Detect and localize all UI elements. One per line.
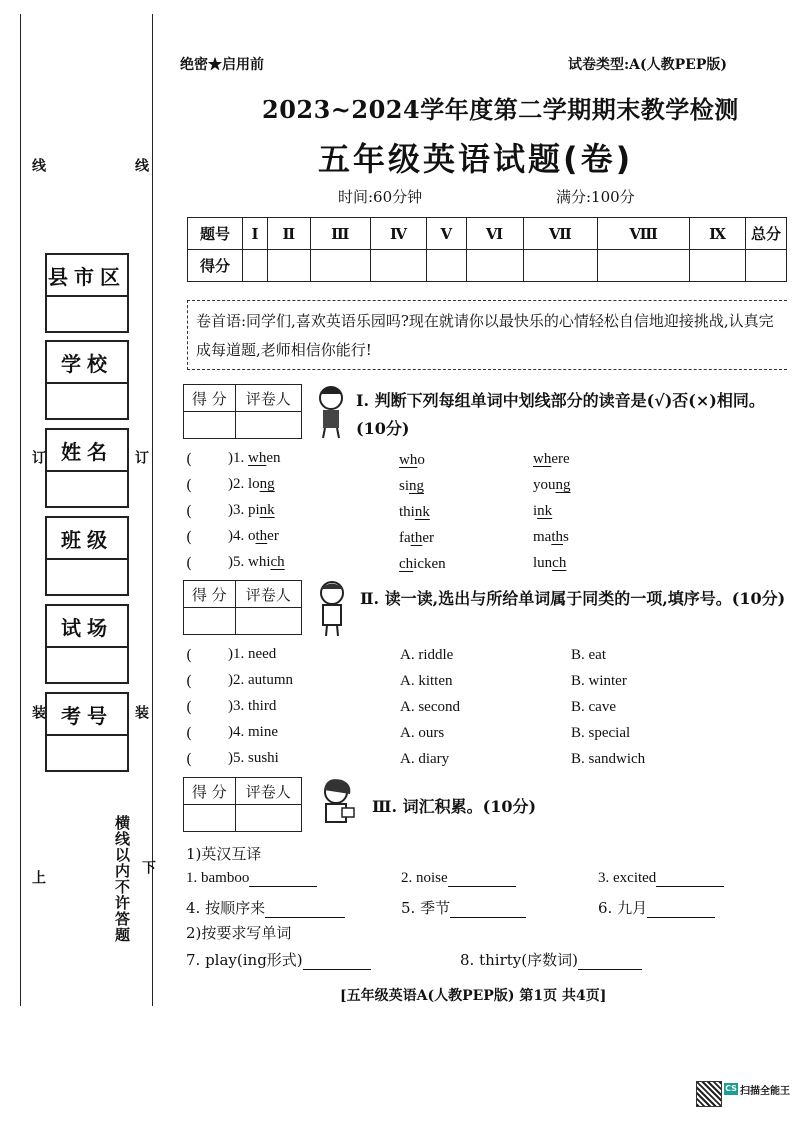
answer-blank[interactable] [656,870,724,887]
field-name-label: 姓名 [47,430,127,472]
score-cell[interactable] [598,250,690,282]
field-exam-number[interactable] [45,692,129,772]
s3-q1-label: 1. bamboo [186,870,250,886]
s2-q1[interactable]: )1. need [228,646,277,662]
wu: nk [414,504,430,520]
score-col-5: Ⅴ [427,218,466,250]
field-exam-number-label: 考号 [47,694,127,736]
answer-paren: ( [186,528,192,546]
field-class-label: 班级 [47,518,127,560]
s3-q7-label: 7. play(ing形式) [186,951,303,969]
wu: nk [537,503,553,519]
s2-q3-option-b: B. cave [571,699,616,715]
page-footer: [五年级英语A(人教PEP版) 第1页 共4页] [340,988,607,1004]
field-district[interactable] [45,253,129,333]
word [248,502,275,518]
section1-title: Ⅰ. 判断下列每组单词中划线部分的读音是(√)否(×)相同。(10分) [356,391,765,438]
s1-q4[interactable] [228,528,279,550]
wu: th [255,528,268,544]
answer-paren: ( [186,450,192,468]
score-cell[interactable] [690,250,746,282]
score-cell[interactable] [370,250,426,282]
score-col-6: Ⅵ [466,218,523,250]
s1-q3[interactable] [228,502,275,524]
score-cell[interactable] [523,250,598,282]
s3-q6-label: 6. 九月 [598,899,648,917]
binding-line-inner [152,14,153,1006]
s2-q2-option-b: B. winter [571,673,627,689]
s1-q1-w3 [533,451,570,473]
s3-q2[interactable] [401,870,516,887]
q-num: )4. [228,528,245,544]
wq: icken [413,556,446,572]
grader-box-3 [183,777,302,832]
s3-q6[interactable] [598,897,715,918]
boy-cartoon-icon [310,578,356,638]
grader-score-cell[interactable] [184,608,236,635]
grader-score-label: 得 分 [184,778,236,805]
score-cell[interactable] [427,250,466,282]
scanner-app-name: 扫描全能王 [740,1086,790,1097]
s3-q8[interactable] [460,949,642,970]
score-cell[interactable] [466,250,523,282]
s2-q5-option-a: A. diary [400,751,450,767]
s2-q3-option-a: A. second [400,699,460,715]
score-col-9: Ⅸ [690,218,746,250]
score-col-total: 总分 [746,218,787,250]
score-cell[interactable] [243,250,268,282]
score-row-label: 得分 [188,250,243,282]
word [248,554,285,570]
wp: i [533,503,538,519]
wp: whi [248,554,271,570]
s2-q5[interactable]: )5. sushi [228,750,279,766]
s2-q4-option-a: A. ours [400,725,445,741]
grader-box-2 [183,580,302,635]
paper-type: 试卷类型:A(人教PEP版) [568,57,728,73]
binding-warning: 横线以内不许答题 [113,815,131,943]
score-col-7: Ⅶ [523,218,598,250]
s3-q5[interactable] [401,897,526,918]
word [248,450,281,466]
s1-q1-w2 [399,452,425,474]
s1-q4-w2 [399,530,434,552]
wu: ng [259,476,275,492]
wu: th [551,529,563,545]
staple-mark-left: 订 [30,450,46,464]
wu: ch [399,556,414,572]
wp: pi [248,502,260,518]
full-score: 满分:100分 [556,188,635,206]
grader-score-label: 得 分 [184,581,236,608]
secret-label: 绝密★启用前 [180,57,264,73]
answer-paren: ( [186,724,192,742]
field-exam-room[interactable] [45,604,129,684]
answer-paren: ( [186,554,192,572]
wu: ng [555,477,571,493]
s1-q5-w3 [533,555,566,577]
wq: s [563,529,569,545]
line-mark-right: 线 [133,158,149,172]
answer-paren: ( [186,672,192,690]
grader-reviewer-label: 评卷人 [235,778,301,805]
s1-q3-w3 [533,503,552,525]
s2-q4-option-b: B. special [571,725,631,741]
girl-cartoon-icon [308,382,354,440]
score-col-1: Ⅰ [243,218,268,250]
wp: si [399,478,410,494]
answer-blank[interactable] [265,901,345,918]
score-cell[interactable] [746,250,787,282]
answer-blank[interactable] [249,870,317,887]
bind-mark-right: 装 [133,705,149,719]
answer-blank[interactable] [578,953,642,970]
answer-blank[interactable] [448,870,516,887]
cs-logo-icon: CS [725,1084,737,1093]
wq: en [266,450,281,466]
s1-q5-w2 [399,556,446,578]
answer-blank[interactable] [303,953,371,970]
field-class[interactable] [45,516,129,596]
q-num: )1. [228,450,245,466]
wq: o [417,452,425,468]
s2-q1-option-b: B. eat [571,647,606,663]
opening-notice: 卷首语:同学们,喜欢英语乐园吗?现在就请你以最快乐的心情轻松自信地迎接挑战,认真完成每道题,老师相信你能行! [187,300,787,370]
field-school-label: 学校 [47,342,127,384]
grader-reviewer-cell[interactable] [235,412,301,439]
s1-q2-w2 [399,478,424,500]
grader-reviewer-cell[interactable] [235,608,301,635]
s3-q8-label: 8. thirty(序数词) [460,951,578,969]
wu: th [410,530,423,546]
score-col-4: Ⅳ [370,218,426,250]
score-col-2: Ⅱ [268,218,311,250]
word [248,528,279,544]
qr-code-icon [696,1081,722,1107]
s3-q3[interactable] [598,870,724,887]
score-col-3: Ⅲ [310,218,370,250]
grader-reviewer-label: 评卷人 [235,581,301,608]
wu: nk [259,502,275,518]
q-num: )2. [228,476,245,492]
score-table-row-label: 题号 [188,218,243,250]
wp: you [533,477,556,493]
section3-title: Ⅲ. 词汇积累。(10分) [372,797,537,816]
s3-q4-label: 4. 按顺序来 [186,899,266,917]
down-mark: 下 [140,860,156,874]
grader-score-cell[interactable] [184,805,236,832]
word [248,476,275,492]
wp: lun [533,555,553,571]
s2-q5-option-b: B. sandwich [571,751,646,767]
s3-part2-heading: 2)按要求写单词 [186,924,292,942]
wu: ch [270,554,285,570]
answer-paren: ( [186,646,192,664]
s3-q1[interactable] [186,870,317,887]
s3-q7[interactable] [186,949,371,970]
answer-paren: ( [186,698,192,716]
s1-q2[interactable] [228,476,275,498]
field-school[interactable] [45,340,129,420]
s2-q2[interactable]: )2. autumn [228,672,293,688]
s1-q2-w3 [533,477,571,499]
s2-q3[interactable]: )3. third [228,698,277,714]
grader-score-label: 得 分 [184,385,236,412]
s3-part1-heading: 1)英汉互译 [186,845,262,863]
s1-q5[interactable] [228,554,285,576]
exam-time: 时间:60分钟 [338,188,423,206]
wp: o [248,528,256,544]
wu: wh [533,451,552,467]
answer-blank[interactable] [647,901,715,918]
exam-title: 2023~2024学年度第二学期期末教学检测 [262,95,739,124]
girl-reading-cartoon-icon [312,776,362,832]
s3-q4[interactable] [186,897,345,918]
score-table [187,217,787,282]
grader-score-cell[interactable] [184,412,236,439]
grader-box-1 [183,384,302,439]
wq: er [267,528,279,544]
s2-q2-option-a: A. kitten [400,673,453,689]
s3-q5-label: 5. 季节 [401,899,451,917]
wu: ch [552,555,567,571]
grader-reviewer-label: 评卷人 [235,385,301,412]
section2-title: Ⅱ. 读一读,选出与所给单词属于同类的一项,填序号。(10分) [360,589,786,608]
score-cell[interactable] [310,250,370,282]
grader-reviewer-cell[interactable] [235,805,301,832]
wp: thi [399,504,415,520]
score-cell[interactable] [268,250,311,282]
wu: ng [409,478,425,494]
wq: er [422,530,434,546]
s2-q1-option-a: A. riddle [400,647,454,663]
s1-q3-w2 [399,504,430,526]
line-mark-left: 线 [30,158,46,172]
wp: fa [399,530,411,546]
bind-mark-left: 装 [30,705,46,719]
wq: ere [551,451,570,467]
s1-q1[interactable] [228,450,281,472]
binding-line-outer [20,14,21,1006]
field-exam-room-label: 试场 [47,606,127,648]
s3-q3-label: 3. excited [598,870,657,886]
wp: lo [248,476,260,492]
score-table-header-row [188,218,787,250]
s2-q4[interactable]: )4. mine [228,724,278,740]
wu: wh [248,450,267,466]
s3-q2-label: 2. noise [401,870,448,886]
up-mark: 上 [30,870,46,884]
answer-paren: ( [186,476,192,494]
q-num: )3. [228,502,245,518]
field-name[interactable] [45,428,129,508]
answer-paren: ( [186,750,192,768]
exam-subject-title: 五年级英语试题(卷) [318,140,634,178]
wp: ma [533,529,552,545]
field-district-label: 县市区 [47,255,127,297]
s1-q4-w3 [533,529,569,551]
answer-blank[interactable] [450,901,526,918]
wu: wh [399,452,418,468]
score-table-score-row [188,250,787,282]
staple-mark-right: 订 [133,450,149,464]
q-num: )5. [228,554,245,570]
answer-paren: ( [186,502,192,520]
score-col-8: Ⅷ [598,218,690,250]
